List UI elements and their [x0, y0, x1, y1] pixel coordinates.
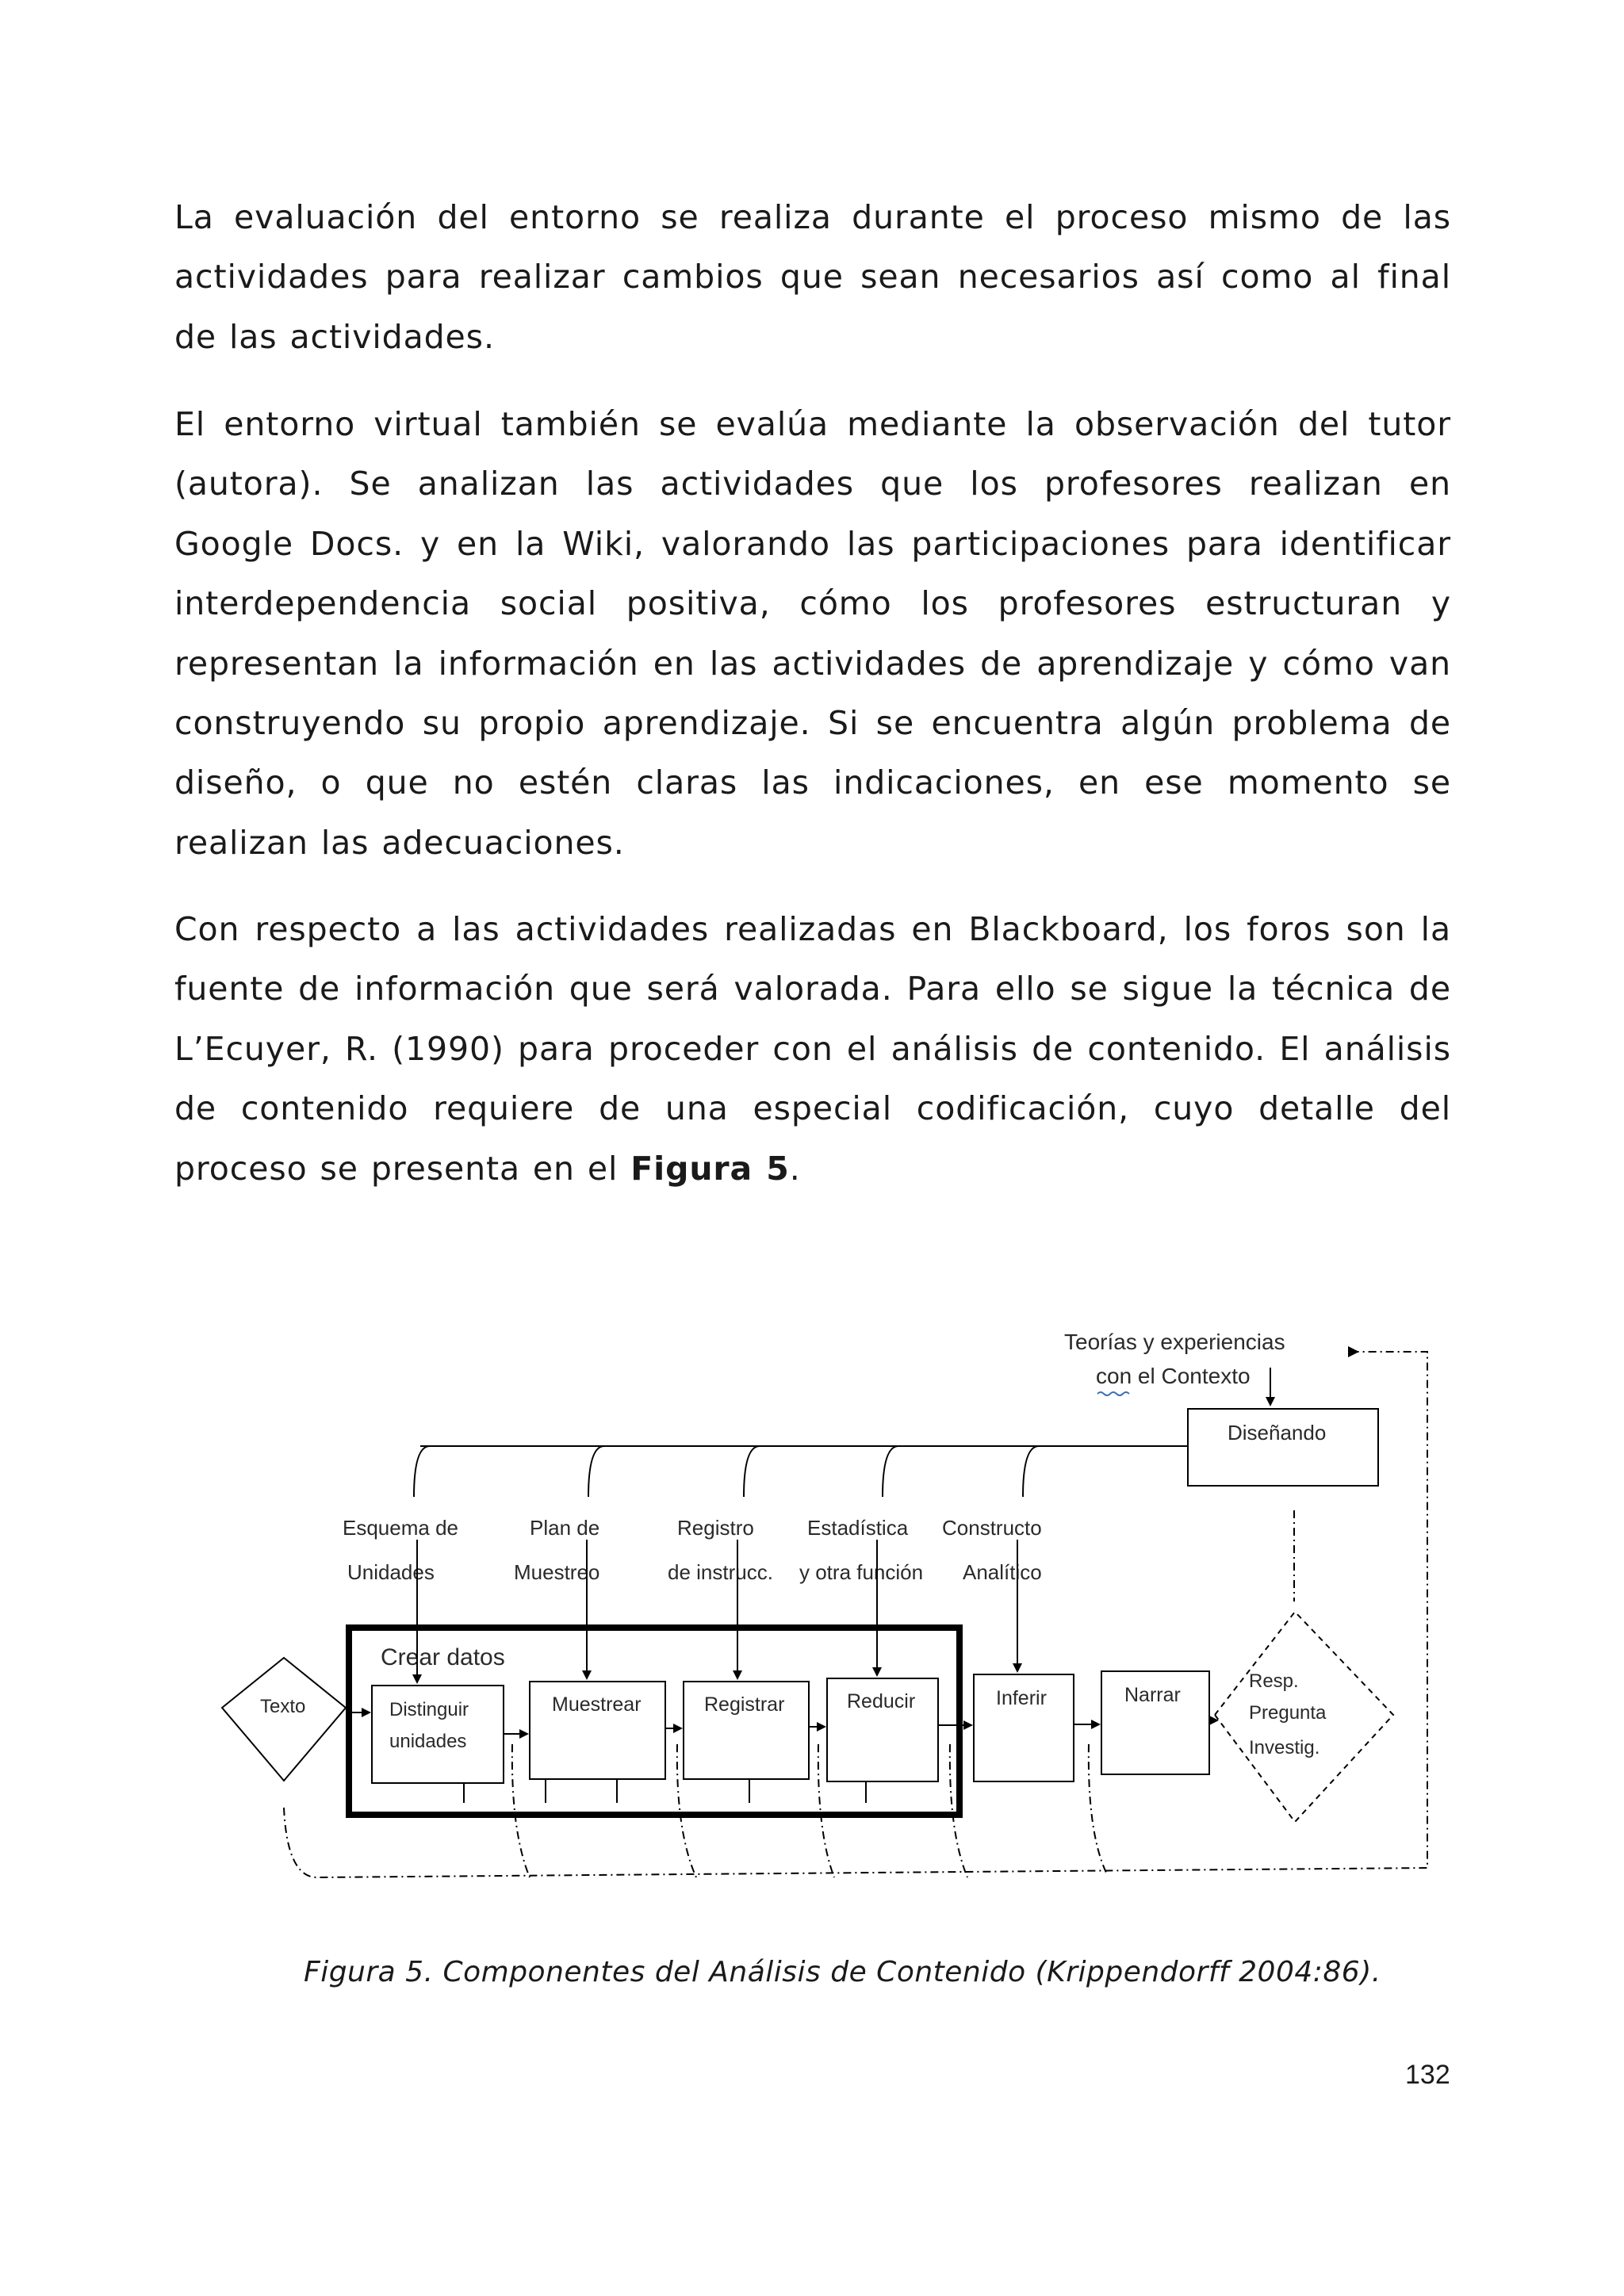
resp-line2: Pregunta: [1249, 1702, 1327, 1724]
muestrear-label: Muestrear: [552, 1693, 642, 1716]
reducir-box: [827, 1678, 938, 1781]
resp-line1: Resp.: [1249, 1670, 1299, 1692]
col2-line1: Plan de: [530, 1516, 600, 1540]
crear-datos-frame: [349, 1628, 959, 1815]
distinguir-box: [372, 1686, 504, 1783]
narrar-label: Narrar: [1124, 1684, 1181, 1706]
col4-line2: y otra función: [799, 1560, 924, 1584]
box-ticks: [464, 1779, 866, 1803]
figure-caption: Figura 5. Componentes del Análisis de Contenido (Krippendorff 2004:86).: [304, 1956, 1381, 1988]
crear-datos-label: Crear datos: [381, 1644, 505, 1670]
muestrear-box: [530, 1682, 665, 1779]
paragraph-blackboard-text: Con respecto a las actividades realizadas en Blackboard, los foros son la fuente de información que será valorada. Para ello se sigue la técnica de L’Ecuyer, R. (1990) para proceder con el análisis de contenido. El análisis de contenido requiere de una especial codificación, cuyo detalle del proceso se presenta en el: [174, 910, 1451, 1188]
page-number: 132: [1405, 2060, 1450, 2090]
col5-line2: Analítico: [963, 1560, 1042, 1584]
inferir-label: Inferir: [996, 1687, 1047, 1709]
reducir-label: Reducir: [847, 1690, 916, 1712]
brace-3: [744, 1446, 760, 1497]
arrow-feedback-to-context: [1348, 1346, 1359, 1357]
col2-line2: Muestreo: [514, 1560, 600, 1584]
paragraph-evaluacion-entorno: La evaluación del entorno se realiza durante el proceso mismo de las actividades para realizar cambios que sean necesarios así como al final de las actividades.: [174, 198, 1451, 356]
col1-line1: Esquema de: [343, 1516, 458, 1540]
paragraph-blackboard: [174, 900, 1451, 1199]
brace-1: [414, 1446, 430, 1497]
top-label-line2: con el Contexto: [1096, 1364, 1251, 1388]
figure-reference: Figura 5: [630, 1149, 790, 1188]
registrar-box: [684, 1682, 809, 1779]
disenando-label: Diseñando: [1228, 1421, 1327, 1445]
top-label-line1: Teorías y experiencias: [1064, 1330, 1285, 1354]
col3-line1: Registro: [677, 1516, 754, 1540]
col5-line1: Constructo: [942, 1516, 1042, 1540]
paragraph-blackboard-end: .: [789, 1149, 801, 1188]
feedback-lines: [284, 1352, 1427, 1877]
texto-label: Texto: [260, 1696, 306, 1717]
paragraph-entorno-virtual: El entorno virtual también se evalúa mediante la observación del tutor (autora). Se analizan las actividades que los profesores realizan en Google Docs. y en la Wiki, valorando las participaciones para identificar interdependencia social positiva, cómo los profesores estructuran y representan la información en las actividades de aprendizaje y cómo van construyendo su propio aprendizaje. Si se encuentra algún problema de diseño, o que no estén claras las indicaciones, en ese momento se realizan las adecuaciones.: [174, 405, 1451, 862]
brace-2: [588, 1446, 604, 1497]
squiggle-underline: [1097, 1392, 1129, 1395]
respuesta-diamond: [1215, 1612, 1393, 1822]
inferir-box: [974, 1674, 1074, 1781]
distinguir-line2: unidades: [389, 1731, 467, 1752]
brace-4: [883, 1446, 898, 1497]
brace-5: [1023, 1446, 1039, 1497]
disenando-box: [1188, 1409, 1378, 1486]
col1-line2: Unidades: [347, 1560, 435, 1584]
narrar-box: [1101, 1671, 1209, 1774]
registrar-label: Registrar: [704, 1693, 785, 1716]
col3-line2: de instrucc.: [668, 1560, 773, 1584]
resp-line3: Investig.: [1249, 1737, 1320, 1758]
col4-line1: Estadística: [807, 1516, 909, 1540]
texto-diamond: [222, 1658, 346, 1781]
distinguir-line1: Distinguir: [389, 1699, 469, 1720]
